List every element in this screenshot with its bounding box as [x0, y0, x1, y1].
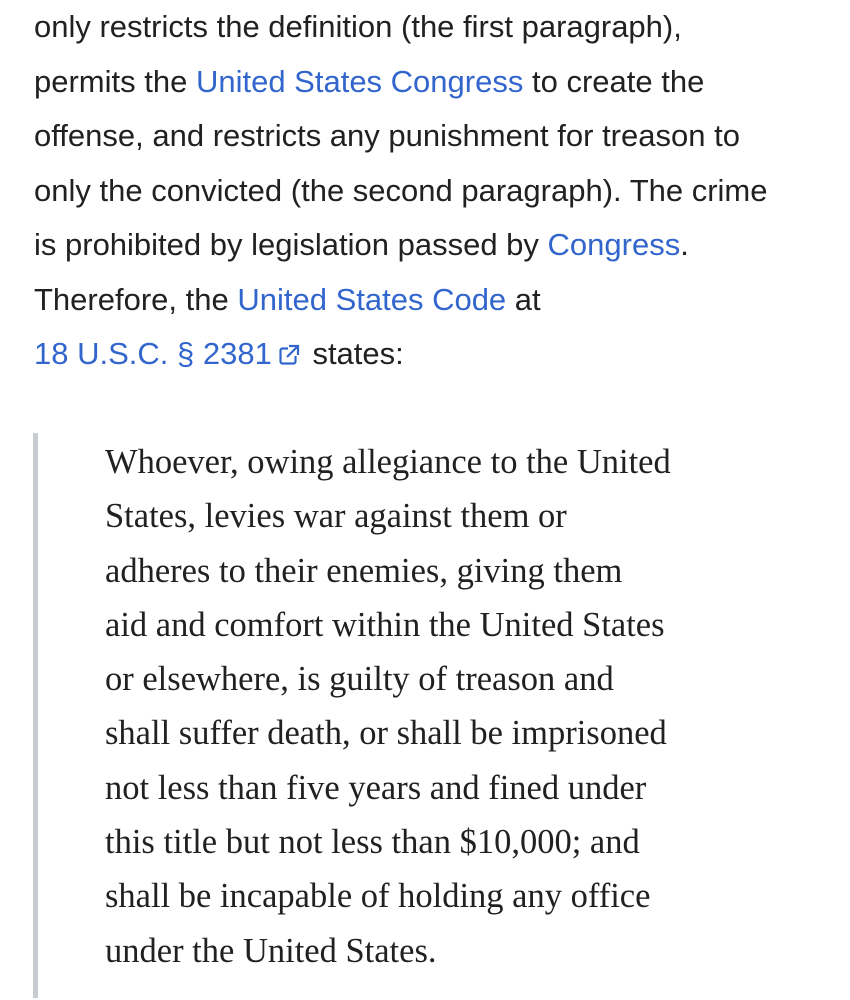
- paragraph-text: only the convicted (the second paragraph). The crime: [34, 172, 768, 208]
- article-body: [34, 0, 834, 382]
- paragraph-text: .: [680, 227, 689, 262]
- paragraph-line: [34, 55, 834, 110]
- quote-line: Whoever, owing allegiance to the United: [105, 443, 671, 481]
- paragraph-line: [34, 0, 834, 55]
- paragraph-text: states:: [303, 336, 404, 371]
- paragraph-text: only restricts the definition (the first paragraph),: [34, 9, 682, 44]
- link-united-states-congress[interactable]: United States Congress: [195, 63, 524, 99]
- paragraph-line: [34, 164, 834, 219]
- statute-blockquote: [33, 433, 813, 998]
- quote-line: not less than five years and fined under: [105, 768, 647, 807]
- quote-line: States, levies war against them or: [105, 497, 567, 536]
- article-paragraph: [34, 0, 834, 382]
- paragraph-text: to create the: [523, 63, 705, 99]
- external-link-icon: [278, 344, 300, 366]
- link-united-states-code[interactable]: United States Code: [237, 281, 507, 317]
- quote-line: shall be incapable of holding any office: [105, 877, 651, 916]
- quote-line: or elsewhere, is guilty of treason and: [105, 660, 614, 699]
- paragraph-line: [34, 327, 834, 382]
- paragraph-line: [34, 273, 834, 328]
- paragraph-text: at: [506, 281, 541, 317]
- paragraph-line: [34, 218, 834, 273]
- paragraph-line: [34, 109, 834, 164]
- quote-line: aid and comfort within the United States: [105, 605, 665, 644]
- quote-line: shall suffer death, or shall be imprisoned: [105, 714, 667, 753]
- quote-line: this title but not less than $10,000; and: [105, 823, 640, 862]
- paragraph-text: Therefore, the: [34, 281, 238, 317]
- paragraph-text: is prohibited by legislation passed by: [34, 227, 548, 262]
- link-text: 18 U.S.C. § 2381: [34, 336, 272, 371]
- paragraph-text: offense, and restricts any punishment for treason to: [34, 118, 740, 153]
- blockquote-text: [105, 435, 813, 978]
- paragraph-text: permits the: [34, 63, 196, 99]
- quote-line: adheres to their enemies, giving them: [105, 551, 623, 590]
- link-congress[interactable]: Congress: [547, 227, 681, 262]
- quote-line: under the United States.: [105, 931, 437, 970]
- link-18-usc-2381[interactable]: [34, 336, 304, 371]
